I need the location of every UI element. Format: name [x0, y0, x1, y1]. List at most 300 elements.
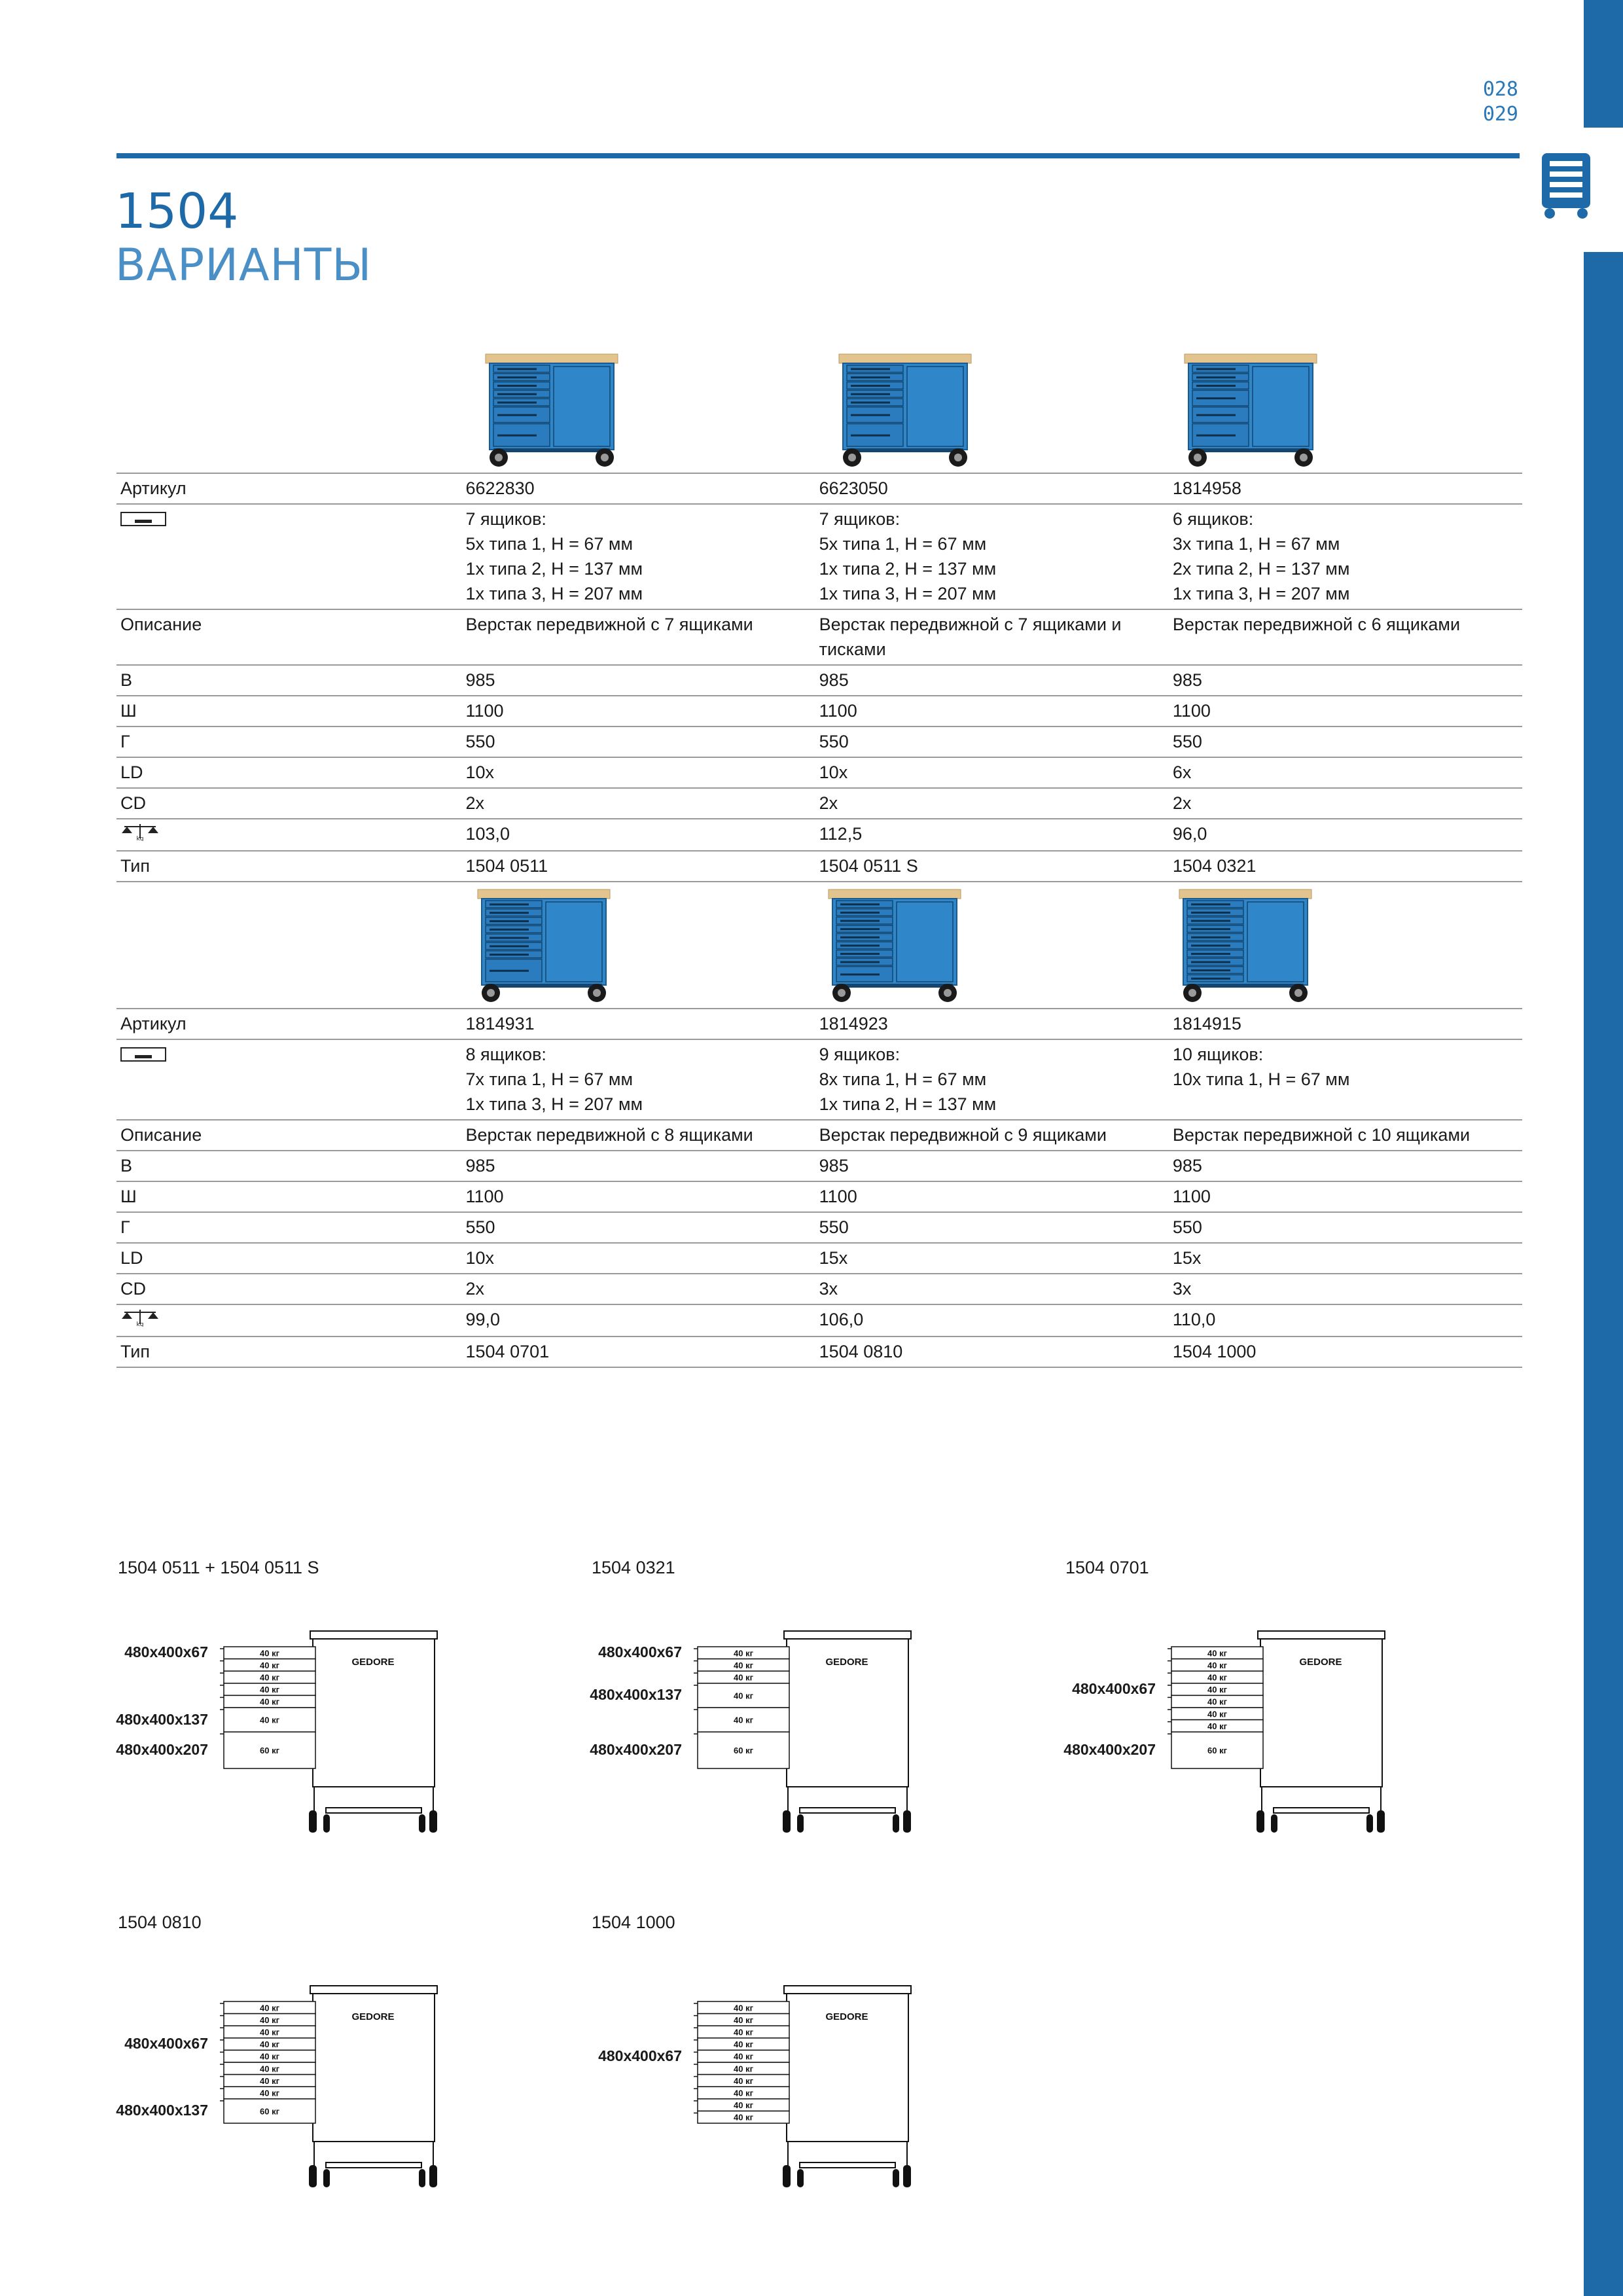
weight-value: 99,0: [462, 1304, 815, 1336]
wheel: [903, 1810, 911, 1833]
table-row-description: [116, 609, 1522, 665]
depth-value: 550: [1169, 1212, 1522, 1243]
weight-value: 110,0: [1169, 1304, 1522, 1336]
ld-value: 15x: [1169, 1243, 1522, 1274]
brand-logo-text: GEDORE: [351, 1657, 395, 1668]
product-image-workbench: [836, 345, 974, 473]
wheel: [783, 1810, 791, 1833]
description: Верстак передвижной с 7 ящиками: [462, 609, 815, 665]
diagram-title: 1504 0701: [1065, 1558, 1149, 1577]
drawer-handle: [851, 414, 890, 416]
table-row-height: [116, 665, 1522, 696]
drawer-load-label: 40 кг: [260, 1648, 279, 1659]
wheel: [1377, 1810, 1385, 1833]
table-row-description: [116, 1120, 1522, 1151]
table-row-type: [116, 1336, 1522, 1367]
weight-value: 106,0: [815, 1304, 1169, 1336]
row-label: Тип: [116, 1336, 462, 1367]
drawer-load-label: 40 кг: [1207, 1709, 1227, 1719]
drawer-handle: [1196, 368, 1236, 370]
wheel-hub: [838, 989, 846, 997]
svg-text:kg: kg: [136, 836, 144, 841]
drawer-handle: [1196, 397, 1236, 399]
tool-cart-icon: [1541, 152, 1592, 220]
worktop-outline: [784, 1631, 911, 1639]
depth-value: 550: [1169, 726, 1522, 757]
table-row-article: [116, 1009, 1522, 1039]
drawer-handle: [840, 928, 880, 930]
wheel: [419, 1814, 425, 1833]
wood-top: [1179, 889, 1311, 899]
drawer-handle: [1196, 435, 1236, 437]
wheel: [797, 2169, 804, 2187]
product-image-workbench: [475, 880, 613, 1008]
drawer-handle: [497, 435, 537, 437]
drawer-handle: [1191, 969, 1230, 971]
width-value: 1100: [462, 1181, 815, 1212]
drawer-spec-line: 7 ящиков:: [465, 509, 546, 529]
table-row-drawers: [116, 1039, 1522, 1120]
table-row-weight: [116, 1304, 1522, 1336]
drawer-handle: [840, 953, 880, 955]
drawer-size-label: 480x400x67: [598, 1643, 682, 1661]
height-value: 985: [1169, 665, 1522, 696]
drawer-handle: [840, 912, 880, 914]
drawer-load-label: 40 кг: [260, 1672, 279, 1683]
header-rule: [116, 153, 1520, 158]
diagram-title: 1504 1000: [592, 1912, 675, 1932]
wheel-hub: [593, 989, 601, 997]
drawer-handle: [1191, 937, 1230, 939]
row-label: Описание: [116, 1120, 462, 1151]
row-label: CD: [116, 1274, 462, 1304]
cd-value: 2x: [462, 788, 815, 819]
table-row-article: [116, 473, 1522, 504]
width-value: 1100: [1169, 696, 1522, 726]
height-value: 985: [815, 1151, 1169, 1181]
drawer-load-label: 60 кг: [260, 1746, 279, 1756]
svg-text:kg: kg: [136, 1321, 144, 1327]
workbench-line-drawing: [590, 1584, 957, 1846]
drawer-handle: [490, 903, 529, 905]
drawer-handle: [851, 385, 890, 387]
width-value: 1100: [815, 696, 1169, 726]
cd-value: 3x: [1169, 1274, 1522, 1304]
drawer-spec-line: 2x типа 2, H = 137 мм: [1172, 559, 1350, 579]
drawer-size-label: 480x400x67: [124, 1643, 208, 1661]
description: Верстак передвижной с 7 ящиками и тисками: [815, 609, 1169, 665]
drawer-handle: [490, 954, 529, 956]
wheel-hub: [954, 454, 962, 461]
drawer-spec-line: 7 ящиков:: [819, 509, 901, 529]
article-number: 1814915: [1169, 1009, 1522, 1039]
article-number: 6622830: [462, 473, 815, 504]
wheel-hub: [1188, 989, 1196, 997]
drawer-handle: [840, 944, 880, 946]
drawer-spec-line: 1x типа 3, H = 207 мм: [1172, 584, 1350, 603]
cabinet-door: [546, 902, 602, 982]
worktop-outline: [310, 1631, 437, 1639]
wood-top: [1185, 354, 1317, 363]
drawer-spec-line: 1x типа 3, H = 207 мм: [465, 1094, 643, 1114]
wheel: [309, 2165, 317, 2187]
drawer-size-label: 480x400x137: [116, 1710, 208, 1728]
drawer-icon: [120, 1047, 166, 1062]
height-value: 985: [462, 1151, 815, 1181]
row-label: LD: [116, 757, 462, 788]
drawer-load-label: 40 кг: [260, 2088, 279, 2098]
table-row-ld: [116, 757, 1522, 788]
drawer-load-label: 40 кг: [1207, 1672, 1227, 1683]
drawer-handle: [490, 937, 529, 939]
page-number-left: 028: [1482, 78, 1518, 101]
table-row-depth: [116, 726, 1522, 757]
variants-section-1: [116, 334, 1522, 882]
drawer-load-label: 60 кг: [260, 2106, 279, 2117]
drawer-size-label: 480x400x207: [590, 1741, 682, 1759]
scale-weight-icon: [120, 821, 160, 841]
drawer-spec-line: 8 ящиков:: [465, 1045, 546, 1064]
drawer-handle: [490, 912, 529, 914]
description: Верстак передвижной с 9 ящиками: [815, 1120, 1169, 1151]
drawer-load-label: 40 кг: [734, 2027, 753, 2037]
depth-value: 550: [815, 726, 1169, 757]
ld-value: 15x: [815, 1243, 1169, 1274]
drawer-handle: [1196, 414, 1236, 416]
drawer-load-label: 40 кг: [734, 1648, 753, 1659]
drawer-handle: [1191, 944, 1230, 946]
brand-logo-text: GEDORE: [825, 1657, 868, 1668]
base-rail: [486, 984, 602, 988]
drawer-load-label: 40 кг: [260, 1660, 279, 1670]
cd-value: 2x: [462, 1274, 815, 1304]
drawer-load-label: 40 кг: [260, 2003, 279, 2013]
wheel-hub: [1294, 989, 1302, 997]
base-rail: [800, 2162, 895, 2168]
wheel: [893, 1814, 899, 1833]
drawer-load-label: 40 кг: [734, 2051, 753, 2062]
drawer-diagram: [1064, 1558, 1431, 1846]
drawer-load-label: 40 кг: [1207, 1696, 1227, 1707]
drawer-load-label: 40 кг: [260, 1696, 279, 1707]
cd-value: 2x: [1169, 788, 1522, 819]
drawer-load-label: 60 кг: [1207, 1746, 1227, 1756]
table-row-cd: [116, 788, 1522, 819]
drawer-load-label: 40 кг: [734, 2039, 753, 2050]
row-label: Ш: [116, 696, 462, 726]
wheel-hub: [848, 454, 856, 461]
article-number: 1814958: [1169, 473, 1522, 504]
brand-logo-text: GEDORE: [351, 2011, 395, 2022]
drawer-size-label: 480x400x137: [590, 1686, 682, 1704]
wheel: [429, 2165, 437, 2187]
wood-top: [829, 889, 961, 899]
drawer-load-label: 40 кг: [734, 1660, 753, 1670]
drawer-size-label: 480x400x67: [1072, 1680, 1156, 1698]
drawer-load-label: 60 кг: [734, 1746, 753, 1756]
drawer-spec-line: [1173, 1092, 1518, 1117]
wheel-hub: [1300, 454, 1308, 461]
drawer-handle: [490, 929, 529, 931]
drawer-icon: [120, 512, 166, 526]
drawer-load-label: 40 кг: [260, 2027, 279, 2037]
drawer-size-label: 480x400x207: [1063, 1741, 1156, 1759]
width-value: 1100: [815, 1181, 1169, 1212]
drawer-handle: [840, 903, 880, 905]
base-rail: [1192, 448, 1309, 452]
product-images-row: [116, 334, 1522, 473]
ld-value: 10x: [462, 757, 815, 788]
table-row-weight: [116, 819, 1522, 851]
workbench-illustration: [836, 345, 974, 469]
scale-weight-icon: [120, 1307, 160, 1327]
drawer-load-label: 40 кг: [260, 2051, 279, 2062]
cabinet-door: [554, 367, 610, 446]
ld-value: 10x: [462, 1243, 815, 1274]
drawer-handle: [851, 402, 890, 404]
wheel: [323, 2169, 330, 2187]
row-label: Г: [116, 1212, 462, 1243]
table-row-height: [116, 1151, 1522, 1181]
workbench-illustration: [1182, 345, 1319, 469]
spec-table: [116, 473, 1522, 882]
cabinet-door: [907, 367, 963, 446]
table-row-drawers: [116, 504, 1522, 609]
diagram-title: 1504 0810: [118, 1912, 202, 1932]
drawer-size-label: 480x400x207: [116, 1741, 208, 1759]
drawer-handle: [497, 376, 537, 378]
drawer-spec-line: 1x типа 2, H = 137 мм: [819, 559, 997, 579]
row-label: Описание: [116, 609, 462, 665]
depth-value: 550: [815, 1212, 1169, 1243]
drawer-handle: [851, 435, 890, 437]
type-value: 1504 1000: [1169, 1336, 1522, 1367]
drawer-handle: [1191, 928, 1230, 930]
wheel: [783, 2165, 791, 2187]
article-number: 1814923: [815, 1009, 1169, 1039]
worktop-outline: [1258, 1631, 1385, 1639]
base-rail: [493, 448, 610, 452]
drawer-load-label: 40 кг: [260, 1685, 279, 1695]
drawer-spec-line: 1x типа 3, H = 207 мм: [819, 584, 997, 603]
drawer-load-label: 40 кг: [260, 2075, 279, 2086]
drawer-handle: [497, 393, 537, 395]
base-rail: [326, 2162, 421, 2168]
side-accent-bar-top: [1584, 0, 1623, 128]
height-value: 985: [815, 665, 1169, 696]
page-number-right: 029: [1482, 103, 1518, 126]
weight-value: 96,0: [1169, 819, 1522, 851]
drawer-diagram: [590, 1912, 957, 2200]
worktop-outline: [310, 1986, 437, 1994]
wheel: [419, 2169, 425, 2187]
diagram-title: 1504 0321: [592, 1558, 675, 1577]
drawer-handle: [497, 414, 537, 416]
base-rail: [836, 984, 953, 988]
cabinet-door: [897, 902, 953, 982]
drawer-spec-line: 8x типа 1, H = 67 мм: [819, 1069, 987, 1089]
drawer-load-label: 40 кг: [260, 2015, 279, 2025]
drawer-spec-line: 1x типа 2, H = 137 мм: [819, 1094, 997, 1114]
row-label: Артикул: [116, 473, 462, 504]
drawer-load-label: 40 кг: [734, 2075, 753, 2086]
drawer-load-label: 40 кг: [734, 2003, 753, 2013]
drawer-handle: [840, 961, 880, 963]
drawer-handle: [497, 385, 537, 387]
drawer-handle: [1191, 903, 1230, 905]
wheel-hub: [944, 989, 952, 997]
workbench-illustration: [483, 345, 620, 469]
wheel: [1257, 1810, 1264, 1833]
wheel: [893, 2169, 899, 2187]
drawer-handle: [1191, 961, 1230, 963]
drawer-handle: [840, 973, 880, 975]
base-rail: [800, 1808, 895, 1813]
wood-top: [486, 354, 618, 363]
cd-value: 2x: [815, 788, 1169, 819]
page-title: ВАРИАНТЫ: [115, 240, 372, 291]
table-row-width: [116, 696, 1522, 726]
page-numbers: [1483, 77, 1518, 127]
table-row-width: [116, 1181, 1522, 1212]
row-label: В: [116, 665, 462, 696]
drawer-spec-line: 5x типа 1, H = 67 мм: [819, 534, 987, 554]
drawer-load-label: 40 кг: [1207, 1648, 1227, 1659]
drawer-handle: [840, 920, 880, 922]
wheel: [1271, 1814, 1277, 1833]
workbench-illustration: [826, 880, 963, 1005]
workbench-line-drawing: [1064, 1584, 1431, 1846]
description: Верстак передвижной с 10 ящиками: [1169, 1120, 1522, 1151]
diagram-title: 1504 0511 + 1504 0511 S: [118, 1558, 319, 1577]
workbench-illustration: [1177, 880, 1314, 1005]
row-label: В: [116, 1151, 462, 1181]
product-image-workbench: [483, 345, 620, 473]
depth-value: 550: [462, 726, 815, 757]
drawer-size-label: 480x400x67: [598, 2047, 682, 2064]
drawer-size-label: 480x400x137: [116, 2102, 208, 2119]
wheel-hub: [487, 989, 495, 997]
base-rail: [847, 448, 963, 452]
drawer-diagram: [590, 1558, 957, 1846]
wheel: [323, 1814, 330, 1833]
type-value: 1504 0321: [1169, 851, 1522, 882]
wood-top: [839, 354, 971, 363]
drawer-handle: [490, 945, 529, 947]
wood-top: [478, 889, 610, 899]
row-label: Тип: [116, 851, 462, 882]
drawer-load-label: 40 кг: [734, 1672, 753, 1683]
drawer-load-label: 40 кг: [734, 2100, 753, 2111]
depth-value: 550: [462, 1212, 815, 1243]
product-image-workbench: [826, 880, 963, 1008]
wheel: [1366, 1814, 1373, 1833]
drawer-handle: [497, 368, 537, 370]
drawer-size-label: 480x400x67: [124, 2035, 208, 2053]
table-row-ld: [116, 1243, 1522, 1274]
cabinet-door: [1253, 367, 1309, 446]
drawer-handle: [490, 970, 529, 972]
base-rail: [326, 1808, 421, 1813]
drawer-handle: [851, 393, 890, 395]
wheel: [797, 1814, 804, 1833]
drawer-handle: [1196, 385, 1236, 387]
height-value: 985: [462, 665, 815, 696]
drawer-load-label: 40 кг: [734, 2112, 753, 2123]
article-number: 6623050: [815, 473, 1169, 504]
drawer-spec-line: 1x типа 2, H = 137 мм: [465, 559, 643, 579]
type-value: 1504 0511 S: [815, 851, 1169, 882]
type-value: 1504 0810: [815, 1336, 1169, 1367]
drawer-handle: [1191, 978, 1230, 980]
drawer-spec-line: 9 ящиков:: [819, 1045, 901, 1064]
drawer-handle: [1191, 920, 1230, 922]
product-image-workbench: [1182, 345, 1319, 473]
wheel-hub: [601, 454, 609, 461]
drawer-handle: [851, 368, 890, 370]
row-label: Артикул: [116, 1009, 462, 1039]
product-image-workbench: [1177, 880, 1314, 1008]
ld-value: 10x: [815, 757, 1169, 788]
drawer-handle: [851, 376, 890, 378]
width-value: 1100: [1169, 1181, 1522, 1212]
drawer-handle: [840, 937, 880, 939]
brand-logo-text: GEDORE: [1299, 1657, 1342, 1668]
drawer-handle: [490, 920, 529, 922]
drawer-spec-line: 3x типа 1, H = 67 мм: [1172, 534, 1340, 554]
drawer-load-label: 40 кг: [734, 2015, 753, 2025]
wheel: [309, 1810, 317, 1833]
row-label: Ш: [116, 1181, 462, 1212]
description: Верстак передвижной с 6 ящиками: [1169, 609, 1522, 665]
drawer-handle: [1196, 376, 1236, 378]
drawer-diagram: [116, 1558, 483, 1846]
drawer-load-label: 40 кг: [260, 1715, 279, 1725]
side-accent-bar-bottom: [1584, 252, 1623, 2296]
drawer-spec-line: 10x типа 1, H = 67 мм: [1172, 1069, 1350, 1089]
weight-value: 112,5: [815, 819, 1169, 851]
row-label: LD: [116, 1243, 462, 1274]
workbench-line-drawing: [116, 1939, 483, 2200]
drawer-diagram: [116, 1912, 483, 2200]
type-value: 1504 0701: [462, 1336, 815, 1367]
wheel: [903, 2165, 911, 2187]
wheel: [429, 1810, 437, 1833]
drawer-load-label: 40 кг: [260, 2064, 279, 2074]
ld-value: 6x: [1169, 757, 1522, 788]
drawer-spec-line: 6 ящиков:: [1172, 509, 1254, 529]
drawer-load-label: 40 кг: [734, 2088, 753, 2098]
workbench-illustration: [475, 880, 613, 1005]
drawer-spec-line: 5x типа 1, H = 67 мм: [465, 534, 633, 554]
type-value: 1504 0511: [462, 851, 815, 882]
product-images-row: [116, 877, 1522, 1008]
weight-value: 103,0: [462, 819, 815, 851]
wheel-hub: [1194, 454, 1202, 461]
drawer-spec-line: 10 ящиков:: [1172, 1045, 1264, 1064]
drawer-handle: [1191, 912, 1230, 914]
workbench-line-drawing: [590, 1939, 957, 2200]
wheel-hub: [495, 454, 503, 461]
drawer-load-label: 40 кг: [1207, 1721, 1227, 1731]
spec-table: [116, 1008, 1522, 1368]
article-number: 1814931: [462, 1009, 815, 1039]
row-label: Г: [116, 726, 462, 757]
table-row-cd: [116, 1274, 1522, 1304]
brand-logo-text: GEDORE: [825, 2011, 868, 2022]
drawer-load-label: 40 кг: [734, 1691, 753, 1701]
drawer-handle: [1191, 953, 1230, 955]
